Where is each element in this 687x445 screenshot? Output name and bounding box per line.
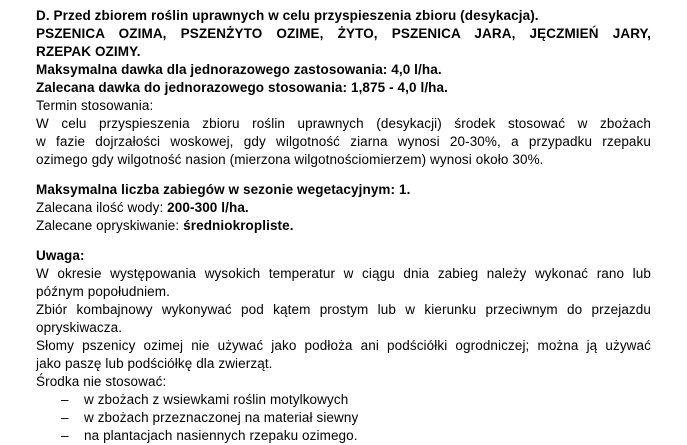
- text-segment: W celu przyspieszenia zbioru roślin uprawnych (desykacji) środek stosować w zbożach: [36, 116, 651, 131]
- text-segment: Środka nie stosować:: [36, 374, 167, 389]
- text-line: [36, 115, 651, 133]
- text-segment: Zalecana dawka do jednorazowego stosowania: 1,875 - 4,0 l/ha.: [36, 80, 448, 95]
- text-segment: PSZENICA OZIMA, PSZENŻYTO OZIME, ŻYTO, PSZENICA JARA, JĘCZMIEŃ JARY,: [36, 26, 651, 41]
- text-line: [36, 265, 651, 283]
- text-line: [36, 373, 651, 391]
- text-line: [36, 337, 651, 355]
- text-line: [36, 199, 651, 217]
- text-segment: ozimego gdy wilgotność nasion (mierzona wilgotnościomierzem) wynosi około 30%.: [36, 152, 544, 167]
- text-line: [36, 301, 651, 319]
- bullet-text: [84, 391, 651, 409]
- bullet-dash: –: [61, 428, 69, 443]
- text-segment: Uwaga:: [36, 248, 85, 263]
- text-line: [36, 25, 651, 43]
- text-segment: Maksymalna dawka dla jednorazowego zastosowania: 4,0 l/ha.: [36, 62, 442, 77]
- text-segment: na plantacjach nasiennych rzepaku ozimego.: [84, 428, 358, 443]
- text-line: [36, 283, 651, 301]
- text-segment: jako paszę lub podściółkę dla zwierząt.: [36, 356, 273, 371]
- text-line: [36, 43, 651, 61]
- text-segment: W okresie występowania wysokich temperatur w ciągu dnia zabieg należy wykonać rano lub: [36, 266, 651, 281]
- text-segment: Słomy pszenicy ozimej nie używać jako podłoża ani podściółki ogrodniczej; można ją używać: [36, 338, 651, 353]
- text-line: [36, 217, 651, 235]
- text-line: [36, 97, 651, 115]
- text-segment: Termin stosowania:: [36, 98, 154, 113]
- text-segment: D. Przed zbiorem roślin uprawnych w celu przyspieszenia zbioru (desykacja).: [36, 8, 539, 23]
- text-line: [36, 133, 651, 151]
- text-line: [36, 151, 651, 169]
- text-segment: Zalecana ilość wody:: [36, 200, 168, 215]
- text-segment: średniokropliste.: [183, 218, 294, 233]
- text-segment: 200-300 l/ha.: [167, 200, 249, 215]
- text-line: [36, 355, 651, 373]
- bullet-text: [84, 427, 651, 445]
- bullet-item: [36, 427, 651, 445]
- paragraph-spacer: [36, 169, 651, 181]
- text-segment: opryskiwacza.: [36, 320, 123, 335]
- text-segment: Maksymalna liczba zabiegów w sezonie wegetacyjnym: 1.: [36, 182, 411, 197]
- bullet-text: [84, 409, 651, 427]
- document-body: [36, 7, 651, 445]
- text-segment: w zbożach przeznaczonej na materiał siewny: [84, 410, 359, 425]
- text-segment: w zbożach z wsiewkami roślin motylkowych: [84, 392, 349, 407]
- bullet-item: [36, 391, 651, 409]
- text-line: [36, 79, 651, 97]
- text-segment: Zalecane opryskiwanie:: [36, 218, 184, 233]
- text-segment: późnym popołudniem.: [36, 284, 170, 299]
- text-segment: Zbiór kombajnowy wykonywać pod kątem prostym lub w kierunku przeciwnym do przejazdu: [36, 302, 651, 317]
- bullet-dash: –: [61, 410, 69, 425]
- paragraph-spacer: [36, 235, 651, 247]
- text-line: [36, 319, 651, 337]
- bullet-dash: –: [61, 392, 69, 407]
- text-line: [36, 247, 651, 265]
- text-line: [36, 61, 651, 79]
- text-line: [36, 7, 651, 25]
- text-segment: RZEPAK OZIMY.: [36, 44, 141, 59]
- text-segment: w fazie dojrzałości woskowej, gdy wilgotność ziarna wynosi 20-30%, a przypadku rzepaku: [36, 134, 651, 149]
- bullet-item: [36, 409, 651, 427]
- text-line: [36, 181, 651, 199]
